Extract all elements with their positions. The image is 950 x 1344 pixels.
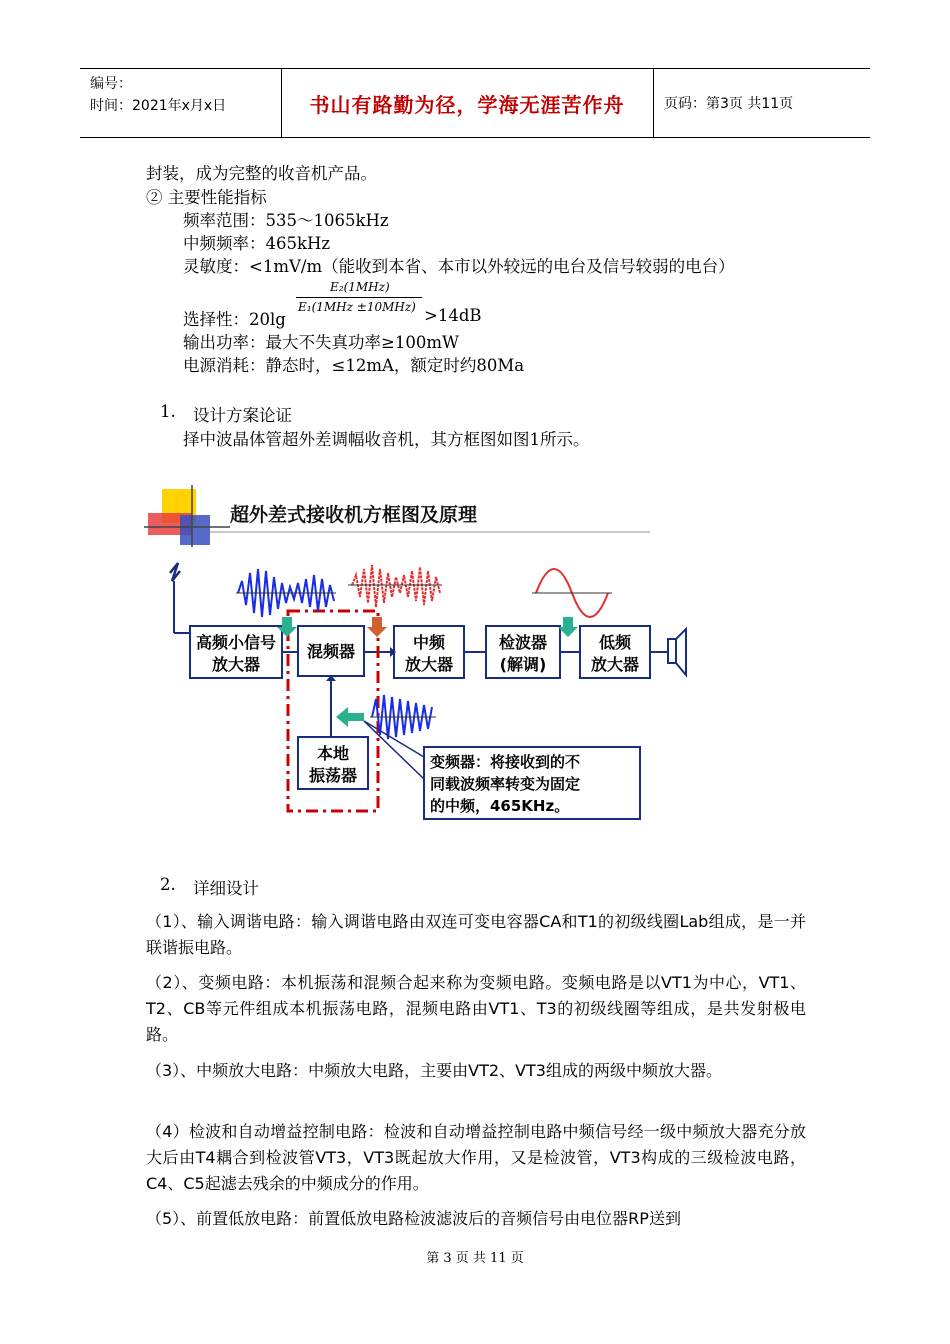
header-page-number: 页码：第3页 共11页 [664, 96, 794, 112]
body-line-1: 封装，成为完整的收音机产品。 [146, 164, 377, 183]
figure-title: 超外差式接收机方框图及原理 [230, 504, 478, 526]
spec-sensitivity: 灵敏度：<1mV/m（能收到本省、本市以外较远的电台及信号较弱的电台） [183, 257, 735, 276]
detector-label-2: (解调) [499, 655, 547, 674]
paragraph-if-amplifier: （3）、中频放大电路：中频放大电路，主要由VT2、VT3组成的两级中频放大器。 [146, 1061, 722, 1080]
rf-amplifier-label-1: 高频小信号 [195, 633, 277, 652]
page-footer: 第 3 页 共 11 页 [426, 1251, 524, 1266]
formula-fraction-bar [296, 297, 422, 298]
spec-selectivity-prefix: 选择性：20lg [183, 310, 286, 329]
section-2-number: 2. [160, 875, 176, 894]
local-oscillator-label-2: 振荡器 [308, 766, 358, 785]
af-amplifier-label-2: 放大器 [590, 655, 640, 674]
spec-heading: ② 主要性能指标 [146, 188, 267, 207]
local-oscillator-label-1: 本地 [316, 744, 350, 763]
speaker-icon [668, 639, 676, 663]
oscillator-arrow-icon [336, 707, 364, 727]
formula-numerator: E₂(1MHz) [330, 280, 390, 294]
detector-label-1: 检波器 [498, 633, 548, 652]
title-decoration-blue [180, 515, 210, 545]
spec-selectivity-suffix: >14dB [424, 306, 482, 325]
callout-line-2: 同载波频率转变为固定 [430, 775, 581, 793]
section-1-title: 设计方案论证 [193, 406, 292, 425]
formula-denominator: E₁(1MHz ±10MHz) [298, 300, 416, 314]
mixer-label: 混频器 [306, 642, 356, 661]
if-amplifier-label-2: 放大器 [404, 655, 454, 674]
antenna-icon [170, 563, 180, 581]
spec-frequency-range: 频率范围：535～1065kHz [183, 211, 389, 230]
block-diagram-figure [140, 485, 700, 830]
section-1-text: 择中波晶体管超外差调幅收音机，其方框图如图1所示。 [183, 430, 590, 449]
paragraph-preamp: （5）、前置低放电路：前置低放电路检波滤波后的音频信号由电位器RP送到 [146, 1209, 681, 1228]
callout-line-1: 变频器：将接收到的不 [430, 753, 581, 771]
mixed-signal-arrow-icon [367, 617, 387, 637]
if-amplifier-label-1: 中频 [412, 633, 446, 652]
spec-output-power: 输出功率：最大不失真功率≥100mW [183, 333, 459, 352]
callout-line-3: 的中频，465KHz。 [430, 797, 570, 815]
paragraph-detector-agc: （4）检波和自动增益控制电路：检波和自动增益控制电路中频信号经一级中频放大器充分放大后由T4耦合到检波管VT3，VT3既起放大作用，又是检波管，VT3构成的三级检波电路，C4、C5起滤去残余的中频成分的作用。 [146, 1122, 806, 1193]
paragraph-frequency-conversion: （2）、变频电路：本机振荡和混频合起来称为变频电路。变频电路是以VT1为中心，VT1、T2、CB等元件组成本机振荡电路，混频电路由VT1、T3的初级线圈等组成，是共发射极电路。 [146, 973, 806, 1044]
document-number-label: 编号： [90, 76, 132, 92]
header-meta [90, 73, 226, 117]
document-date-label: 时间：2021年x月x日 [90, 98, 227, 114]
paragraph-input-tuning: （1）、输入调谐电路：输入调谐电路由双连可变电容器CA和T1的初级线圈Lab组成，是一并联谐振电路。 [146, 912, 806, 957]
section-1-number: 1. [160, 402, 176, 421]
rf-amplifier-label-2: 放大器 [211, 655, 261, 674]
if-signal-wave [352, 565, 440, 607]
header-motto: 书山有路勤为径，学海无涯苦作舟 [309, 93, 625, 117]
page-header [80, 68, 870, 138]
af-amplifier-label-1: 低频 [598, 633, 632, 652]
spec-if-frequency: 中频频率：465kHz [183, 234, 331, 253]
spec-power-consumption: 电源消耗：静态时，≤12mA，额定时约80Ma [183, 356, 525, 375]
section-2-title: 详细设计 [193, 879, 259, 898]
